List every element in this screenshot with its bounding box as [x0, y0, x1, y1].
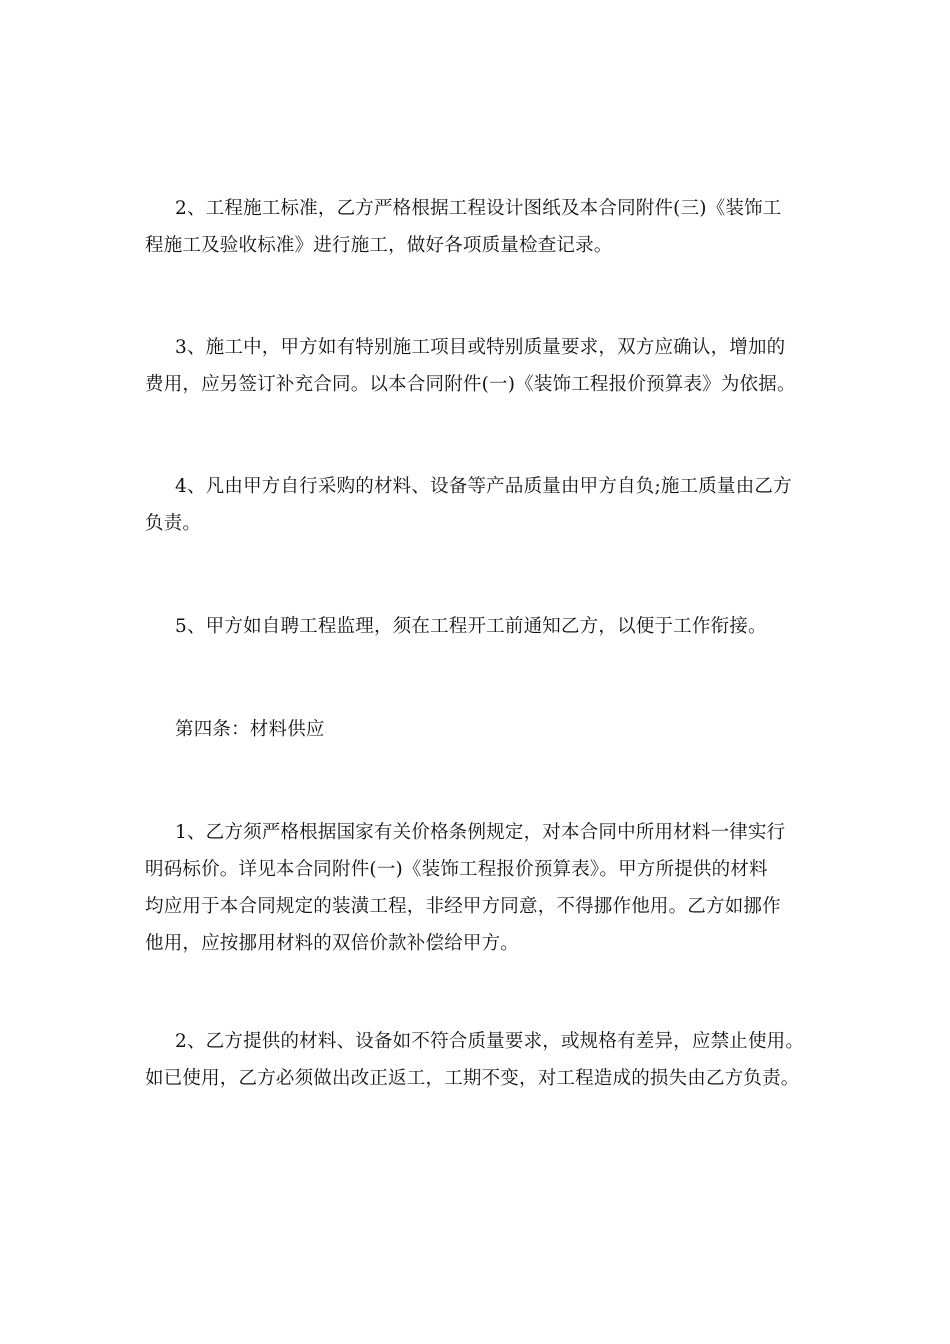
paragraph-line: 2、工程施工标准，乙方严格根据工程设计图纸及本合同附件(三)《装饰工 [175, 198, 782, 219]
section-heading: 第四条：材料供应 [175, 719, 325, 740]
clause-4-item-1 [145, 814, 815, 962]
paragraph-line: 5、甲方如自聘工程监理，须在工程开工前通知乙方，以便于工作衔接。 [175, 616, 767, 637]
paragraph-line: 负责。 [145, 513, 202, 534]
paragraph-line: 费用，应另签订补充合同。以本合同附件(一)《装饰工程报价预算表》为依据。 [145, 374, 796, 395]
clause-4-item-2 [145, 1023, 815, 1097]
paragraph-line: 明码标价。详见本合同附件(一)《装饰工程报价预算表》。甲方所提供的材料 [145, 859, 768, 880]
paragraph-line: 3、施工中，甲方如有特别施工项目或特别质量要求，双方应确认，增加的 [175, 337, 786, 358]
paragraph-line: 他用，应按挪用材料的双倍价款补偿给甲方。 [145, 933, 520, 954]
paragraph-line: 如已使用，乙方必须做出改正返工，工期不变，对工程造成的损失由乙方负责。 [145, 1068, 800, 1089]
clause-3-item-2 [145, 190, 815, 264]
section-heading-article-4 [145, 711, 815, 748]
clause-3-item-3 [145, 329, 815, 403]
paragraph-line: 2、乙方提供的材料、设备如不符合质量要求，或规格有差异，应禁止使用。 [175, 1031, 805, 1052]
clause-3-item-4 [145, 468, 815, 542]
clause-3-item-5 [145, 608, 815, 645]
paragraph-line: 程施工及验收标准》进行施工，做好各项质量检查记录。 [145, 235, 613, 256]
paragraph-line: 4、凡由甲方自行采购的材料、设备等产品质量由甲方自负;施工质量由乙方 [175, 476, 792, 497]
paragraph-line: 1、乙方须严格根据国家有关价格条例规定，对本合同中所用材料一律实行 [175, 822, 786, 843]
paragraph-line: 均应用于本合同规定的装潢工程，非经甲方同意，不得挪作他用。乙方如挪作 [145, 896, 781, 917]
